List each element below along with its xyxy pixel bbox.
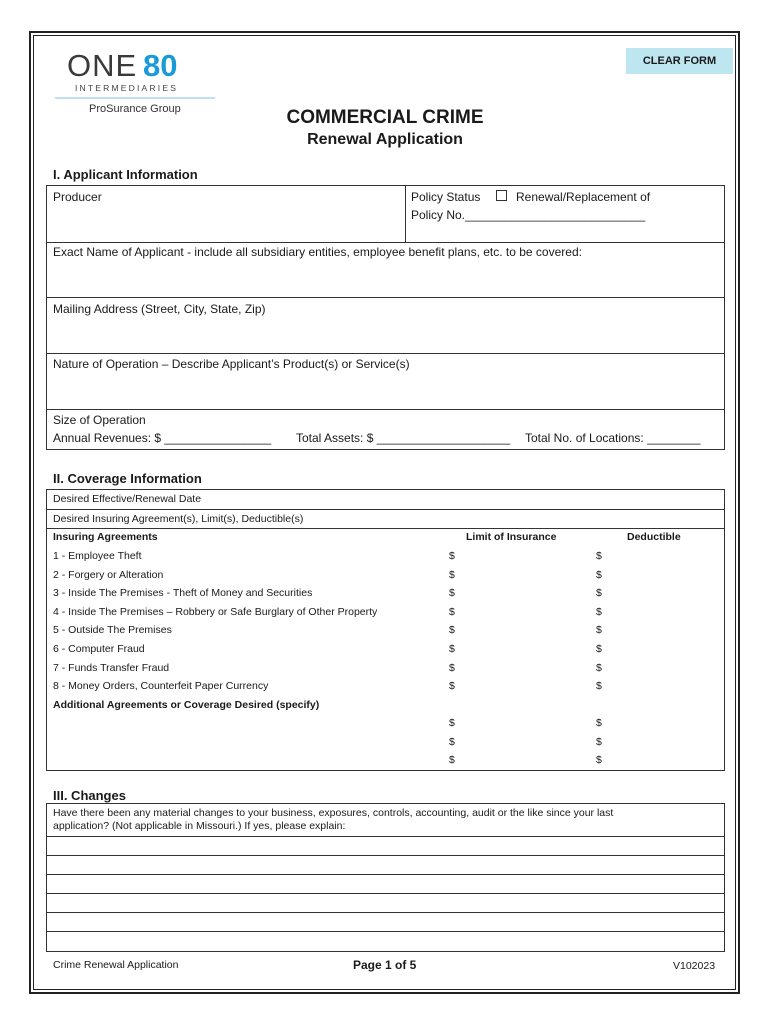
col-header-agreements: Insuring Agreements (53, 531, 158, 543)
limit-input[interactable]: $ (449, 754, 455, 766)
annual-revenues-field[interactable]: Annual Revenues: $ ________________ (53, 431, 272, 445)
deductible-input[interactable]: $ (596, 754, 602, 766)
agreement-label: 6 - Computer Fraud (53, 643, 145, 655)
agreement-label: 2 - Forgery or Alteration (53, 568, 164, 581)
limit-input[interactable]: $ (449, 605, 455, 618)
footer-form-name: Crime Renewal Application (53, 959, 179, 971)
deductible-input[interactable]: $ (596, 736, 602, 748)
section-1-heading: I. Applicant Information (53, 167, 198, 182)
effective-date-field[interactable]: Desired Effective/Renewal Date (53, 493, 202, 505)
limit-input[interactable]: $ (449, 568, 455, 581)
size-of-operation-label: Size of Operation (53, 413, 146, 427)
footer-page-number: Page 1 of 5 (353, 958, 417, 972)
logo-tagline: INTERMEDIARIES (75, 83, 179, 93)
limit-input[interactable]: $ (449, 717, 455, 729)
additional-agreement-input[interactable] (53, 716, 433, 730)
agreement-label: 8 - Money Orders, Counterfeit Paper Currency (53, 680, 269, 693)
limit-input[interactable]: $ (449, 736, 455, 748)
deductible-input[interactable]: $ (596, 680, 602, 693)
agreement-label: 4 - Inside The Premises – Robbery or Safe Burglary of Other Property (53, 605, 378, 618)
renewal-replacement-checkbox[interactable] (496, 190, 507, 201)
form-subtitle: Renewal Application (307, 131, 463, 148)
deductible-input[interactable]: $ (596, 661, 602, 674)
total-locations-field[interactable]: Total No. of Locations: ________ (525, 431, 701, 445)
explain-line[interactable] (46, 874, 725, 875)
deductible-input[interactable]: $ (596, 643, 602, 655)
limit-input[interactable]: $ (449, 643, 455, 655)
insuring-agreements-desc: Desired Insuring Agreement(s), Limit(s), Deductible(s) (53, 513, 304, 525)
limit-input[interactable]: $ (449, 680, 455, 693)
explain-line[interactable] (46, 855, 725, 856)
policy-status-label: Policy Status (411, 190, 481, 204)
deductible-input[interactable]: $ (596, 624, 602, 637)
limit-input[interactable]: $ (449, 550, 455, 562)
exact-name-field[interactable]: Exact Name of Applicant - include all subsidiary entities, employee benefit plans, etc. to be covered: (53, 245, 582, 259)
col-header-deductible: Deductible (627, 531, 681, 543)
agreement-label: 5 - Outside The Premises (53, 624, 172, 637)
nature-of-operation-field[interactable]: Nature of Operation – Describe Applicant’s Product(s) or Service(s) (53, 357, 410, 371)
footer-version: V102023 (673, 960, 716, 972)
applicant-info-table (46, 185, 725, 450)
section-3-heading: III. Changes (53, 788, 126, 803)
additional-agreement-input[interactable] (53, 735, 433, 749)
changes-question-line1: Have there been any material changes to your business, exposures, controls, accounting, audit or the like since your last (53, 807, 614, 819)
explain-line[interactable] (46, 836, 725, 837)
deductible-input[interactable]: $ (596, 568, 602, 581)
agreement-label: 7 - Funds Transfer Fraud (53, 661, 170, 674)
explain-line[interactable] (46, 931, 725, 932)
logo-wordmark-80: 80 (143, 48, 178, 83)
form-title: COMMERCIAL CRIME (286, 107, 484, 128)
total-assets-field[interactable]: Total Assets: $ ____________________ (296, 431, 511, 445)
limit-input[interactable]: $ (449, 624, 455, 637)
mailing-address-field[interactable]: Mailing Address (Street, City, State, Zip) (53, 302, 266, 316)
limit-input[interactable]: $ (449, 587, 455, 600)
logo-group: ProSurance Group (89, 103, 181, 115)
logo-wordmark-one: ONE (67, 48, 138, 83)
deductible-input[interactable]: $ (596, 587, 602, 600)
explain-line[interactable] (46, 893, 725, 894)
col-header-limit: Limit of Insurance (466, 531, 557, 543)
additional-agreements-label: Additional Agreements or Coverage Desired (specify) (53, 699, 320, 711)
deductible-input[interactable]: $ (596, 605, 602, 618)
explain-line[interactable] (46, 912, 725, 913)
policy-no-field[interactable]: Policy No.___________________________ (411, 208, 646, 222)
deductible-input[interactable]: $ (596, 717, 602, 729)
agreement-label: 3 - Inside The Premises - Theft of Money and Securities (53, 587, 313, 600)
producer-field[interactable]: Producer (53, 190, 102, 204)
additional-agreement-input[interactable] (53, 753, 433, 767)
section-2-heading: II. Coverage Information (53, 471, 202, 486)
changes-question-line2: application? (Not applicable in Missouri.) If yes, please explain: (53, 820, 346, 832)
limit-input[interactable]: $ (449, 661, 455, 674)
renewal-replacement-label: Renewal/Replacement of (516, 190, 651, 204)
agreement-label: 1 - Employee Theft (53, 550, 142, 562)
clear-form-button[interactable]: CLEAR FORM (626, 48, 733, 74)
deductible-input[interactable]: $ (596, 550, 602, 562)
